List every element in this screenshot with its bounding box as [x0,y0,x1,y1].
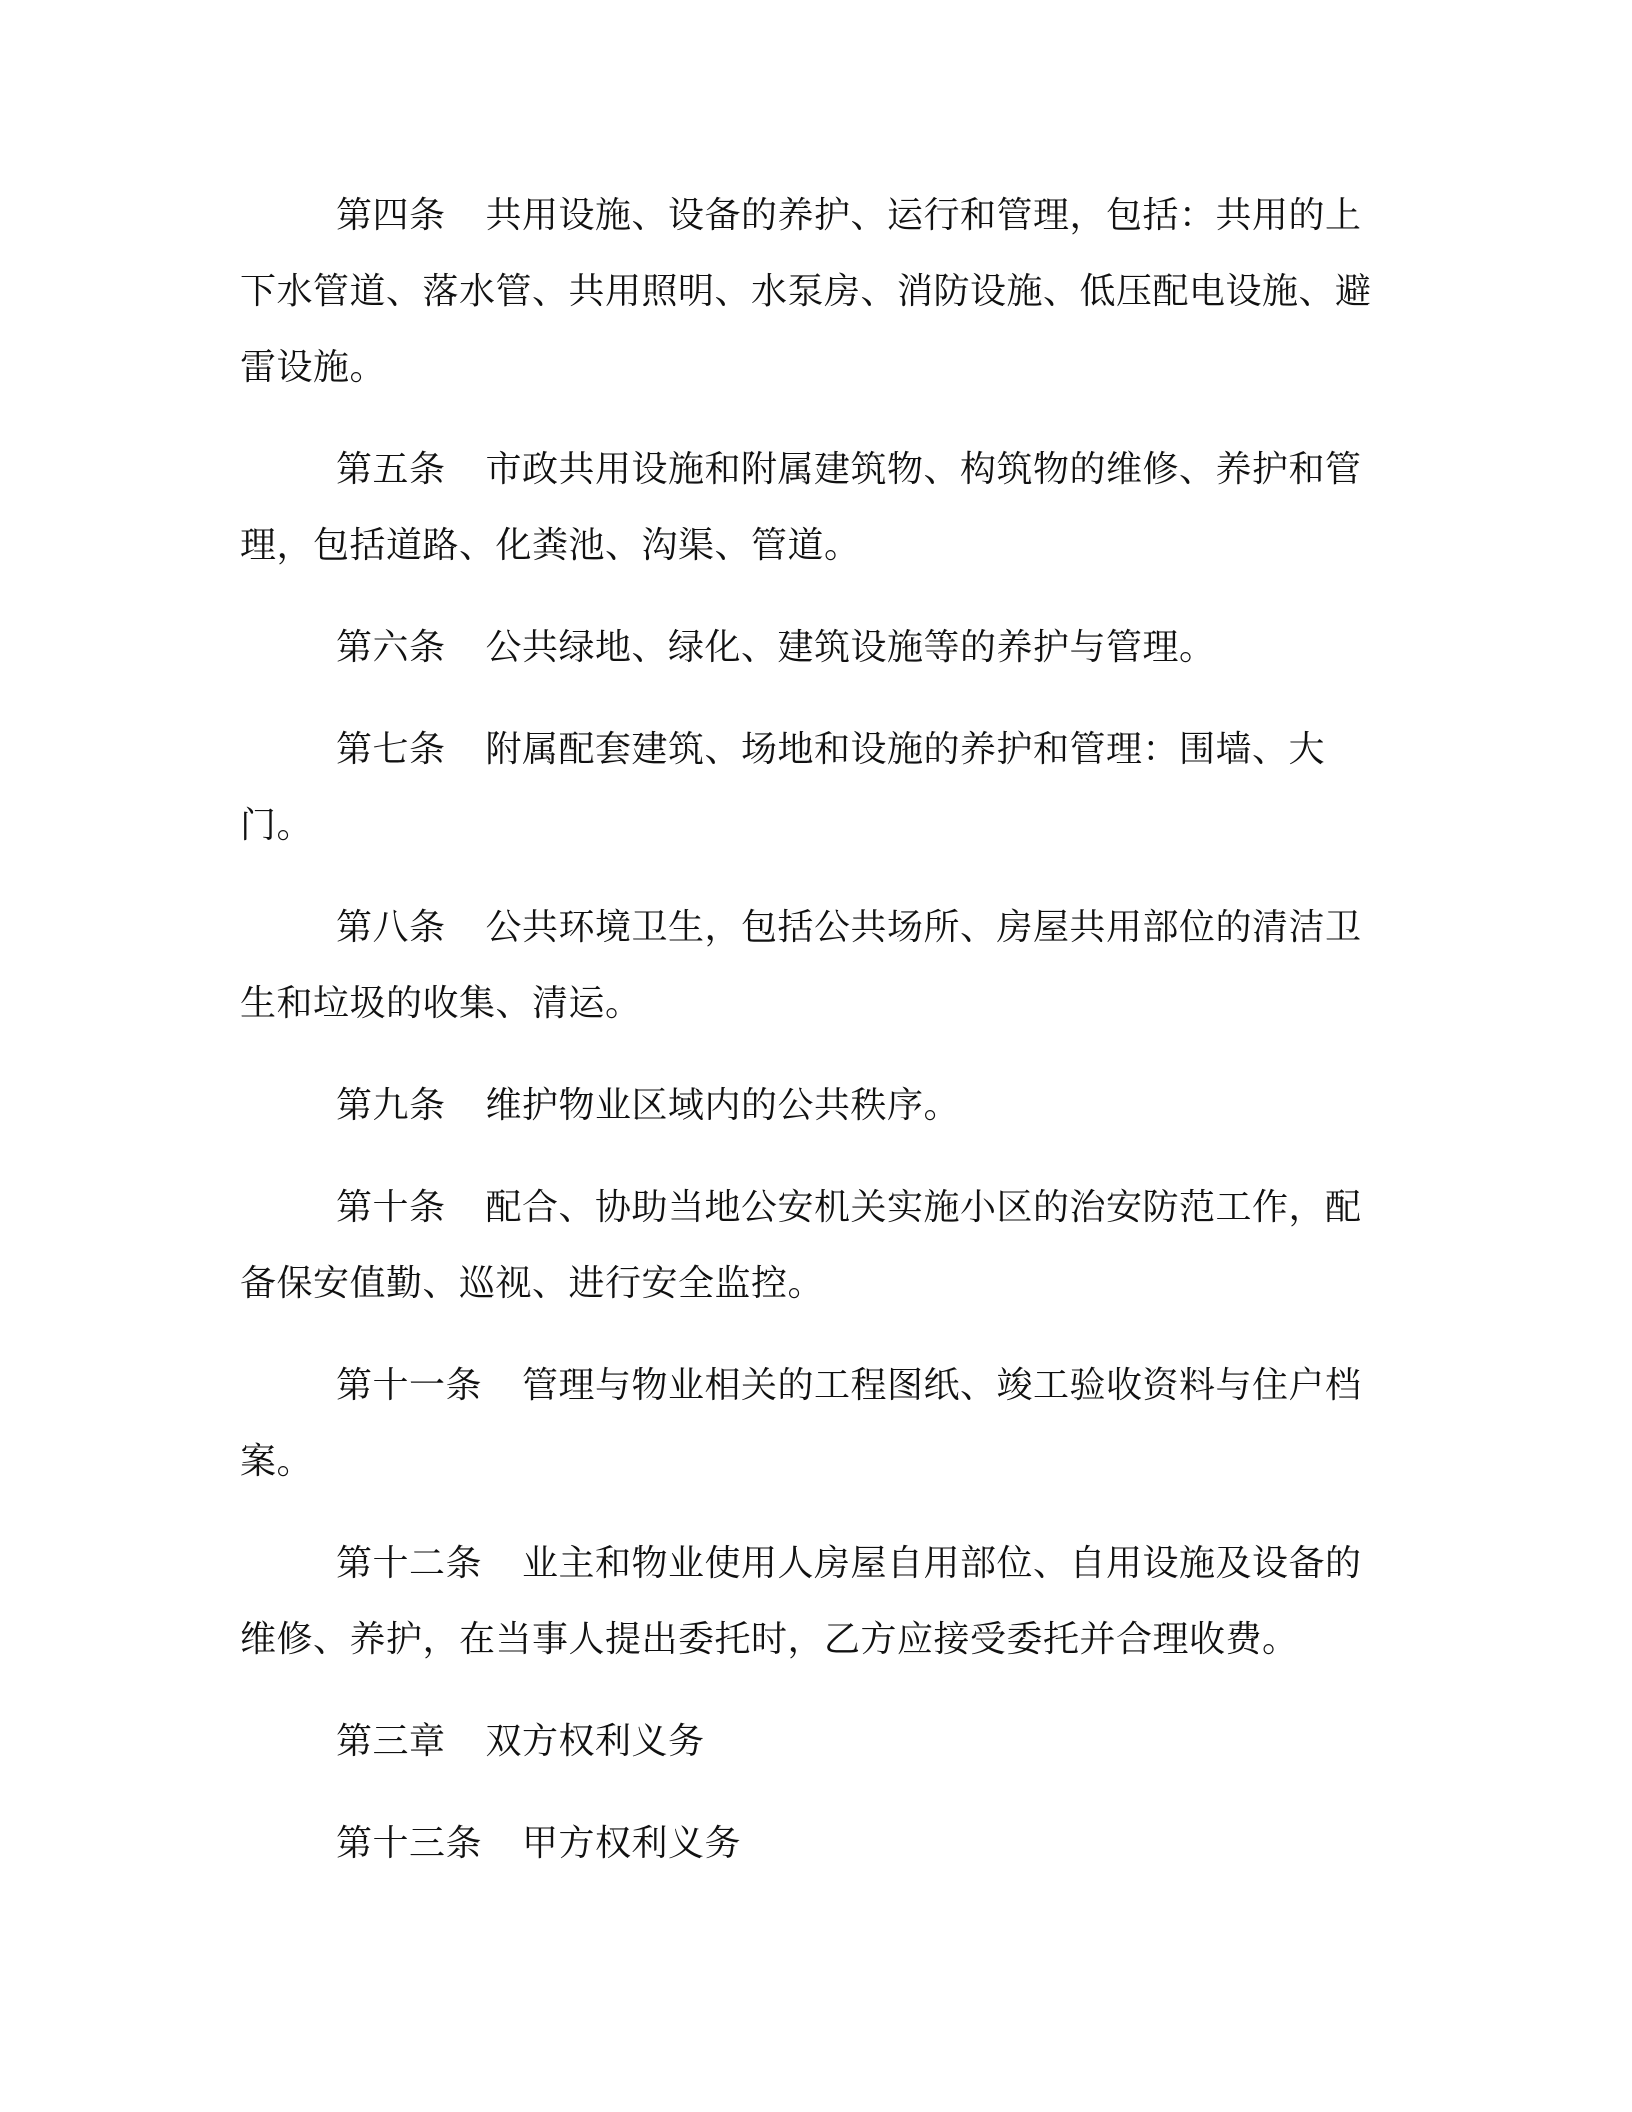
article-text: 市政共用设施和附属建筑物、构筑物的维修、养护和管理，包括道路、化粪池、沟渠、管道。 [240,449,1362,566]
chapter-3-heading [240,1704,1380,1780]
article-label: 第十一条 [336,1365,483,1406]
article-7 [240,712,1380,864]
article-text: 附属配套建筑、场地和设施的养护和管理：围墙、大门。 [240,729,1326,846]
article-label: 第十条 [336,1187,446,1228]
article-text: 业主和物业使用人房屋自用部位、自用设施及设备的维修、养护，在当事人提出委托时，乙方应接受委托并合理收费。 [240,1543,1362,1660]
article-label: 第七条 [336,729,446,770]
article-13 [240,1806,1380,1882]
article-text: 公共环境卫生，包括公共场所、房屋共用部位的清洁卫生和垃圾的收集、清运。 [240,907,1362,1024]
article-text: 甲方权利义务 [522,1823,742,1864]
article-label: 第五条 [336,449,446,490]
article-10 [240,1170,1380,1322]
article-9 [240,1068,1380,1144]
article-6 [240,610,1380,686]
article-5 [240,432,1380,584]
article-label: 第九条 [336,1085,446,1126]
chapter-title: 双方权利义务 [485,1721,705,1762]
article-text: 配合、协助当地公安机关实施小区的治安防范工作，配备保安值勤、巡视、进行安全监控。 [240,1187,1362,1304]
article-label: 第六条 [336,627,446,668]
article-text: 共用设施、设备的养护、运行和管理，包括：共用的上下水管道、落水管、共用照明、水泵房、消防设施、低压配电设施、避雷设施。 [240,195,1372,388]
article-8 [240,890,1380,1042]
article-12 [240,1526,1380,1678]
article-text: 管理与物业相关的工程图纸、竣工验收资料与住户档案。 [240,1365,1362,1482]
article-label: 第十二条 [336,1543,483,1584]
article-11 [240,1348,1380,1500]
document-body [240,178,1380,1908]
article-label: 第十三条 [336,1823,483,1864]
article-label: 第八条 [336,907,446,948]
chapter-label: 第三章 [336,1721,446,1762]
article-label: 第四条 [336,195,446,236]
article-text: 公共绿地、绿化、建筑设施等的养护与管理。 [485,627,1216,668]
article-text: 维护物业区域内的公共秩序。 [485,1085,961,1126]
article-4 [240,178,1380,406]
